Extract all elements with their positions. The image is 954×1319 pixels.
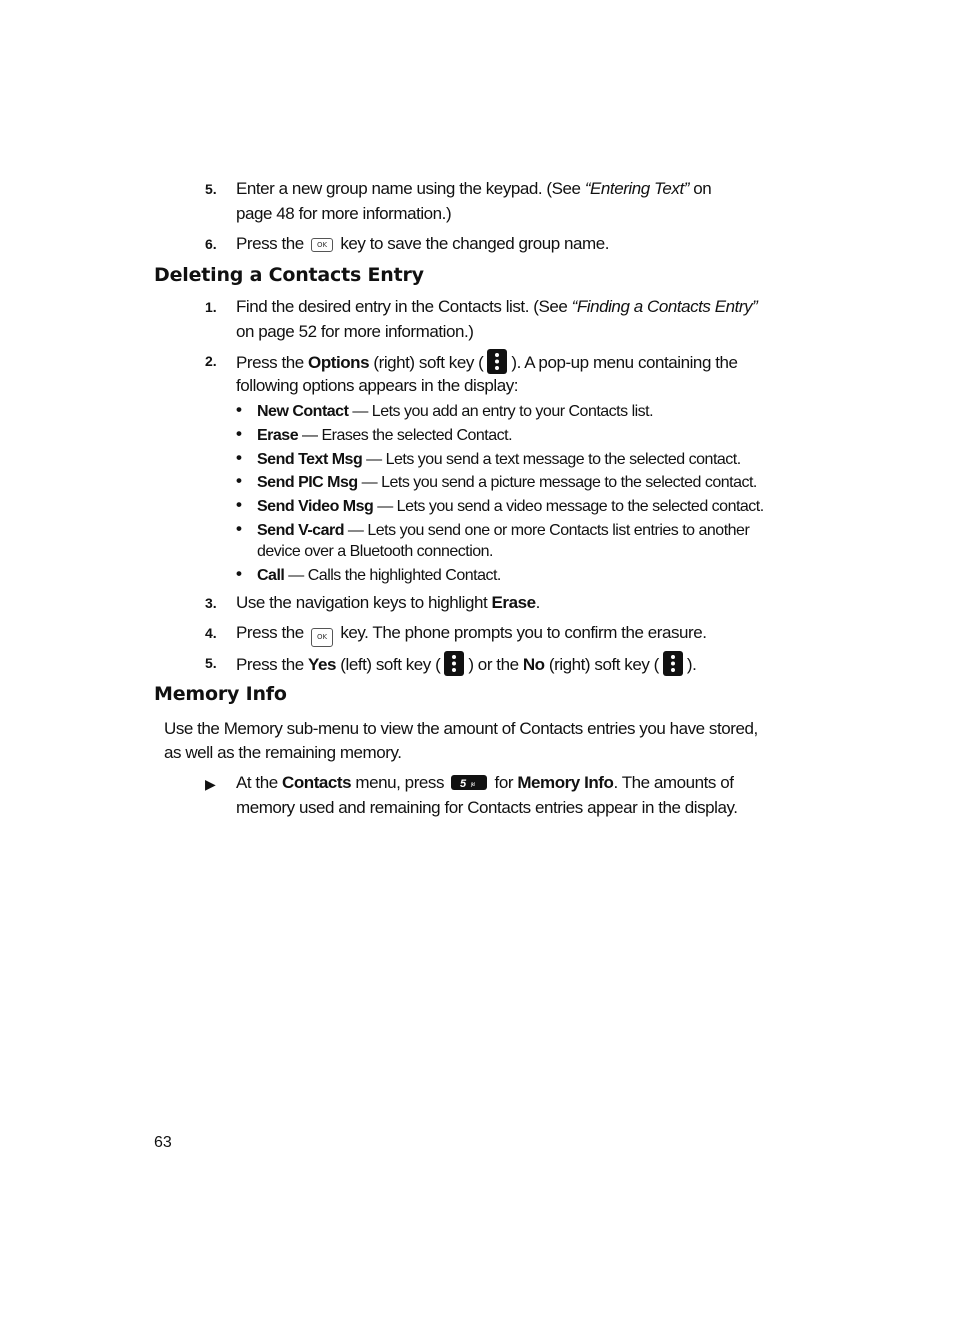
option-item [257,496,764,517]
option-term: Send V-card [257,522,344,539]
cross-reference: “Finding a Contacts Entry” [571,297,758,316]
step-text-part: (left) soft key ( [336,655,441,674]
ok-key-icon: OK [311,628,333,647]
cross-reference: “Entering Text” [584,179,689,198]
bullet-dot: • [236,424,242,443]
option-item [257,565,501,586]
step-text-part: Enter a new group name using the keypad. (See [236,179,585,198]
menu-term: No [522,655,545,674]
option-desc: — Lets you send a text message to the selected contact. [362,451,741,468]
paragraph-continued: as well as the remaining memory. [164,743,402,762]
five-key-icon [451,775,487,790]
option-item [257,472,757,493]
step-number: 3. [205,595,217,611]
step-text-continued: on page 52 for more information.) [236,322,474,341]
section-heading: Memory Info [154,683,287,705]
step-text [236,176,711,201]
step-text-part: key to save the changed group name. [336,234,610,253]
step-text-part: ). [686,655,697,674]
step-number: 4. [205,625,217,641]
step-text-part: on [688,179,712,198]
bullet-dot: • [236,400,242,419]
bullet-dot: • [236,448,242,467]
step-text [236,590,540,615]
menu-term: Yes [308,655,337,674]
step-text-part: . The amounts of [613,773,734,792]
bullet-dot: • [236,564,242,583]
bullet-dot: • [236,495,242,514]
right-soft-key-icon [485,348,509,375]
page-number: 63 [154,1134,172,1151]
option-desc: — Lets you add an entry to your Contacts list. [348,403,654,420]
left-soft-key-icon [442,650,466,677]
ok-key-icon: OK [311,238,333,252]
option-item [257,401,653,422]
instruction-text-continued: memory used and remaining for Contacts entries appear in the display. [236,798,738,817]
option-term: New Contact [257,403,349,420]
step-text-part: Press the [236,353,309,372]
step-text-part: Press the [236,234,304,253]
step-text-part: Press the [236,623,304,642]
option-desc: — Lets you send a picture message to the selected contact. [357,474,757,491]
section-heading: Deleting a Contacts Entry [154,264,424,286]
option-item [257,425,512,446]
option-term: Send PIC Msg [257,474,358,491]
step-text [236,348,738,375]
option-desc: — Lets you send a video message to the selected contact. [373,498,764,515]
paragraph: Use the Memory sub-menu to view the amount of Contacts entries you have stored, [164,719,758,738]
step-number: 1. [205,299,217,315]
menu-term: Memory Info [517,773,614,792]
step-text-part: . [535,593,540,612]
step-text-continued: page 48 for more information.) [236,204,452,223]
option-item [257,449,741,470]
step-text-part: (right) soft key ( [544,655,659,674]
step-text-part: ). A pop-up menu containing the [511,353,738,372]
step-text-part: ) or the [468,655,523,674]
option-desc: — Lets you send one or more Contacts list entries to another [343,522,750,539]
step-number: 5. [205,655,217,671]
step-number: 2. [205,353,217,369]
step-number: 6. [205,236,217,252]
menu-term: Erase [491,593,536,612]
option-desc: — Erases the selected Contact. [298,427,513,444]
bullet-dot: • [236,471,242,490]
option-term: Send Video Msg [257,498,374,515]
step-number: 5. [205,181,217,197]
menu-term: Options [308,353,370,372]
step-text-continued: following options appears in the display: [236,376,519,395]
step-text [236,650,696,677]
step-text-part: At the [236,773,282,792]
step-text-part: menu, press [351,773,449,792]
step-text-part: for [490,773,518,792]
option-term: Send Text Msg [257,451,363,468]
instruction-text [236,770,734,795]
step-text [236,231,609,256]
option-term: Call [257,567,285,584]
option-term: Erase [257,427,299,444]
arrow-bullet-icon: ▶ [205,776,216,792]
bullet-dot: • [236,519,242,538]
step-text-part: key. The phone prompts you to confirm the erasure. [336,623,707,642]
step-text [236,294,757,319]
step-text-part: Find the desired entry in the Contacts list. (See [236,297,572,316]
right-soft-key-icon [661,650,685,677]
step-text-part: Use the navigation keys to highlight [236,593,492,612]
step-text-part: Press the [236,655,309,674]
svg-text:jkl: jkl [471,782,475,788]
svg-text:5: 5 [460,778,466,790]
option-item [257,520,749,541]
step-text [236,620,707,647]
option-desc: — Calls the highlighted Contact. [284,567,501,584]
menu-term: Contacts [282,773,352,792]
option-item-continued: device over a Bluetooth connection. [257,543,493,560]
step-text-part: (right) soft key ( [369,353,484,372]
